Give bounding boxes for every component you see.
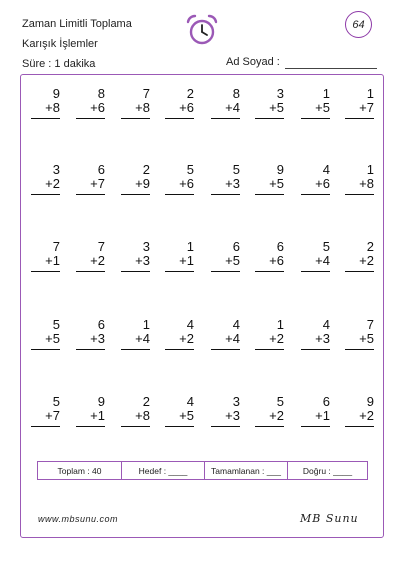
addend-bottom: +1 bbox=[45, 253, 60, 268]
completed-cell[interactable]: Tamamlanan : ___ bbox=[204, 462, 287, 479]
addend-top: 5 bbox=[276, 394, 284, 409]
addend-bottom: +8 bbox=[45, 100, 60, 115]
addend-bottom: +6 bbox=[179, 100, 194, 115]
answer-line[interactable] bbox=[121, 349, 150, 350]
addition-problem bbox=[30, 163, 60, 195]
addend-top: 1 bbox=[142, 317, 150, 332]
addend-bottom: +2 bbox=[359, 253, 374, 268]
addition-problem bbox=[164, 163, 194, 195]
answer-line[interactable] bbox=[165, 194, 194, 195]
addition-problem bbox=[120, 87, 150, 119]
addend-top: 1 bbox=[276, 317, 284, 332]
addition-problem bbox=[210, 87, 240, 119]
addition-problem bbox=[254, 240, 284, 272]
answer-line[interactable] bbox=[301, 349, 330, 350]
addition-problem bbox=[120, 395, 150, 427]
addend-bottom: +7 bbox=[45, 408, 60, 423]
answer-line[interactable] bbox=[211, 426, 240, 427]
addend-bottom: +6 bbox=[315, 176, 330, 191]
addition-problem bbox=[164, 87, 194, 119]
addition-problem bbox=[300, 395, 330, 427]
website-url: www.mbsunu.com bbox=[38, 514, 119, 524]
addend-top: 7 bbox=[52, 239, 60, 254]
answer-line[interactable] bbox=[165, 349, 194, 350]
addend-bottom: +5 bbox=[315, 100, 330, 115]
worksheet-title: Zaman Limitli Toplama bbox=[22, 18, 132, 30]
addend-top: 5 bbox=[322, 239, 330, 254]
addition-problem bbox=[344, 163, 374, 195]
addend-bottom: +1 bbox=[315, 408, 330, 423]
addend-top: 7 bbox=[366, 317, 374, 332]
addend-bottom: +8 bbox=[135, 408, 150, 423]
addend-top: 6 bbox=[276, 239, 284, 254]
addition-problem bbox=[120, 240, 150, 272]
answer-line[interactable] bbox=[76, 426, 105, 427]
addition-problem bbox=[30, 395, 60, 427]
addend-top: 7 bbox=[97, 239, 105, 254]
addend-bottom: +1 bbox=[90, 408, 105, 423]
answer-line[interactable] bbox=[31, 118, 60, 119]
answer-line[interactable] bbox=[255, 426, 284, 427]
answer-line[interactable] bbox=[121, 194, 150, 195]
brand-logo-text: MB Sunu bbox=[300, 512, 359, 525]
addend-bottom: +6 bbox=[179, 176, 194, 191]
answer-line[interactable] bbox=[211, 118, 240, 119]
correct-cell[interactable]: Doğru : ____ bbox=[287, 462, 367, 479]
addition-problem bbox=[254, 318, 284, 350]
answer-line[interactable] bbox=[211, 271, 240, 272]
addend-bottom: +3 bbox=[315, 331, 330, 346]
name-input-line[interactable] bbox=[285, 68, 377, 69]
addend-bottom: +5 bbox=[269, 176, 284, 191]
addition-problem bbox=[75, 318, 105, 350]
addend-top: 2 bbox=[366, 239, 374, 254]
addition-problem bbox=[300, 318, 330, 350]
addition-problem bbox=[210, 240, 240, 272]
addend-bottom: +4 bbox=[135, 331, 150, 346]
answer-line[interactable] bbox=[301, 426, 330, 427]
addend-top: 1 bbox=[322, 86, 330, 101]
answer-line[interactable] bbox=[345, 118, 374, 119]
addition-problem bbox=[164, 318, 194, 350]
addend-bottom: +4 bbox=[225, 331, 240, 346]
addition-problem bbox=[30, 240, 60, 272]
answer-line[interactable] bbox=[76, 349, 105, 350]
addend-bottom: +3 bbox=[90, 331, 105, 346]
addend-bottom: +3 bbox=[135, 253, 150, 268]
worksheet-subtitle: Karışık İşlemler bbox=[22, 38, 98, 50]
target-cell[interactable]: Hedef : ____ bbox=[121, 462, 204, 479]
addend-top: 9 bbox=[366, 394, 374, 409]
addition-problem bbox=[254, 163, 284, 195]
name-label: Ad Soyad : bbox=[226, 56, 280, 68]
addition-problem bbox=[254, 395, 284, 427]
addition-problem bbox=[344, 318, 374, 350]
answer-line[interactable] bbox=[121, 271, 150, 272]
addend-bottom: +6 bbox=[269, 253, 284, 268]
addend-bottom: +2 bbox=[359, 408, 374, 423]
addend-top: 1 bbox=[186, 239, 194, 254]
addend-top: 9 bbox=[52, 86, 60, 101]
addition-problem bbox=[75, 395, 105, 427]
answer-line[interactable] bbox=[301, 194, 330, 195]
addend-top: 8 bbox=[97, 86, 105, 101]
addend-top: 4 bbox=[186, 394, 194, 409]
addend-bottom: +1 bbox=[179, 253, 194, 268]
addend-top: 4 bbox=[186, 317, 194, 332]
addition-problem bbox=[75, 240, 105, 272]
addend-bottom: +2 bbox=[269, 331, 284, 346]
addend-bottom: +4 bbox=[315, 253, 330, 268]
addend-top: 2 bbox=[142, 162, 150, 177]
addend-bottom: +2 bbox=[45, 176, 60, 191]
addend-bottom: +6 bbox=[90, 100, 105, 115]
addend-bottom: +8 bbox=[135, 100, 150, 115]
addend-bottom: +3 bbox=[225, 408, 240, 423]
answer-line[interactable] bbox=[31, 426, 60, 427]
answer-line[interactable] bbox=[76, 271, 105, 272]
answer-line[interactable] bbox=[211, 194, 240, 195]
time-limit: Süre : 1 dakika bbox=[22, 58, 96, 70]
addition-problem bbox=[300, 163, 330, 195]
answer-line[interactable] bbox=[345, 194, 374, 195]
addition-problem bbox=[300, 87, 330, 119]
addend-top: 5 bbox=[186, 162, 194, 177]
addition-problem bbox=[344, 87, 374, 119]
addend-bottom: +7 bbox=[90, 176, 105, 191]
addend-top: 9 bbox=[276, 162, 284, 177]
addend-top: 5 bbox=[52, 394, 60, 409]
answer-line[interactable] bbox=[165, 118, 194, 119]
addition-problem bbox=[30, 87, 60, 119]
addition-problem bbox=[75, 163, 105, 195]
addend-bottom: +5 bbox=[359, 331, 374, 346]
addition-problem bbox=[210, 163, 240, 195]
answer-line[interactable] bbox=[211, 349, 240, 350]
addend-top: 7 bbox=[142, 86, 150, 101]
addend-top: 4 bbox=[322, 162, 330, 177]
addend-top: 6 bbox=[232, 239, 240, 254]
addend-top: 6 bbox=[322, 394, 330, 409]
addend-top: 2 bbox=[142, 394, 150, 409]
addend-top: 9 bbox=[97, 394, 105, 409]
addend-top: 3 bbox=[276, 86, 284, 101]
addend-bottom: +3 bbox=[225, 176, 240, 191]
answer-line[interactable] bbox=[255, 349, 284, 350]
answer-line[interactable] bbox=[121, 118, 150, 119]
answer-line[interactable] bbox=[31, 194, 60, 195]
answer-line[interactable] bbox=[255, 118, 284, 119]
addend-bottom: +8 bbox=[359, 176, 374, 191]
addition-problem bbox=[75, 87, 105, 119]
addend-bottom: +9 bbox=[135, 176, 150, 191]
addition-problem bbox=[344, 395, 374, 427]
addend-top: 4 bbox=[232, 317, 240, 332]
addition-problem bbox=[120, 318, 150, 350]
answer-line[interactable] bbox=[165, 271, 194, 272]
addend-top: 2 bbox=[186, 86, 194, 101]
answer-line[interactable] bbox=[345, 271, 374, 272]
addend-bottom: +2 bbox=[179, 331, 194, 346]
addition-problem bbox=[300, 240, 330, 272]
addend-top: 3 bbox=[232, 394, 240, 409]
answer-line[interactable] bbox=[255, 271, 284, 272]
answer-line[interactable] bbox=[301, 271, 330, 272]
addition-problem bbox=[120, 163, 150, 195]
addend-bottom: +7 bbox=[359, 100, 374, 115]
addend-bottom: +5 bbox=[225, 253, 240, 268]
addend-bottom: +2 bbox=[90, 253, 105, 268]
addend-top: 4 bbox=[322, 317, 330, 332]
addend-bottom: +4 bbox=[225, 100, 240, 115]
addend-top: 3 bbox=[52, 162, 60, 177]
total-cell: Toplam : 40 bbox=[57, 465, 102, 476]
addition-problem bbox=[210, 318, 240, 350]
page-number-badge: 64 bbox=[345, 11, 372, 38]
addition-problem bbox=[210, 395, 240, 427]
alarm-clock-icon bbox=[184, 13, 220, 47]
answer-line[interactable] bbox=[345, 426, 374, 427]
addend-top: 3 bbox=[142, 239, 150, 254]
addend-top: 8 bbox=[232, 86, 240, 101]
addend-bottom: +5 bbox=[269, 100, 284, 115]
addend-bottom: +2 bbox=[269, 408, 284, 423]
addition-problem bbox=[344, 240, 374, 272]
addend-top: 1 bbox=[366, 162, 374, 177]
answer-line[interactable] bbox=[76, 194, 105, 195]
answer-line[interactable] bbox=[121, 426, 150, 427]
addition-problem bbox=[164, 240, 194, 272]
answer-line[interactable] bbox=[31, 349, 60, 350]
addition-problem bbox=[164, 395, 194, 427]
addend-top: 6 bbox=[97, 317, 105, 332]
addend-top: 6 bbox=[97, 162, 105, 177]
answer-line[interactable] bbox=[76, 118, 105, 119]
answer-line[interactable] bbox=[165, 426, 194, 427]
addition-problem bbox=[254, 87, 284, 119]
answer-line[interactable] bbox=[301, 118, 330, 119]
addend-top: 5 bbox=[52, 317, 60, 332]
answer-line[interactable] bbox=[345, 349, 374, 350]
addend-top: 1 bbox=[366, 86, 374, 101]
answer-line[interactable] bbox=[31, 271, 60, 272]
answer-line[interactable] bbox=[255, 194, 284, 195]
addition-problem bbox=[30, 318, 60, 350]
addend-bottom: +5 bbox=[45, 331, 60, 346]
score-table bbox=[37, 461, 368, 480]
addend-bottom: +5 bbox=[179, 408, 194, 423]
addend-top: 5 bbox=[232, 162, 240, 177]
